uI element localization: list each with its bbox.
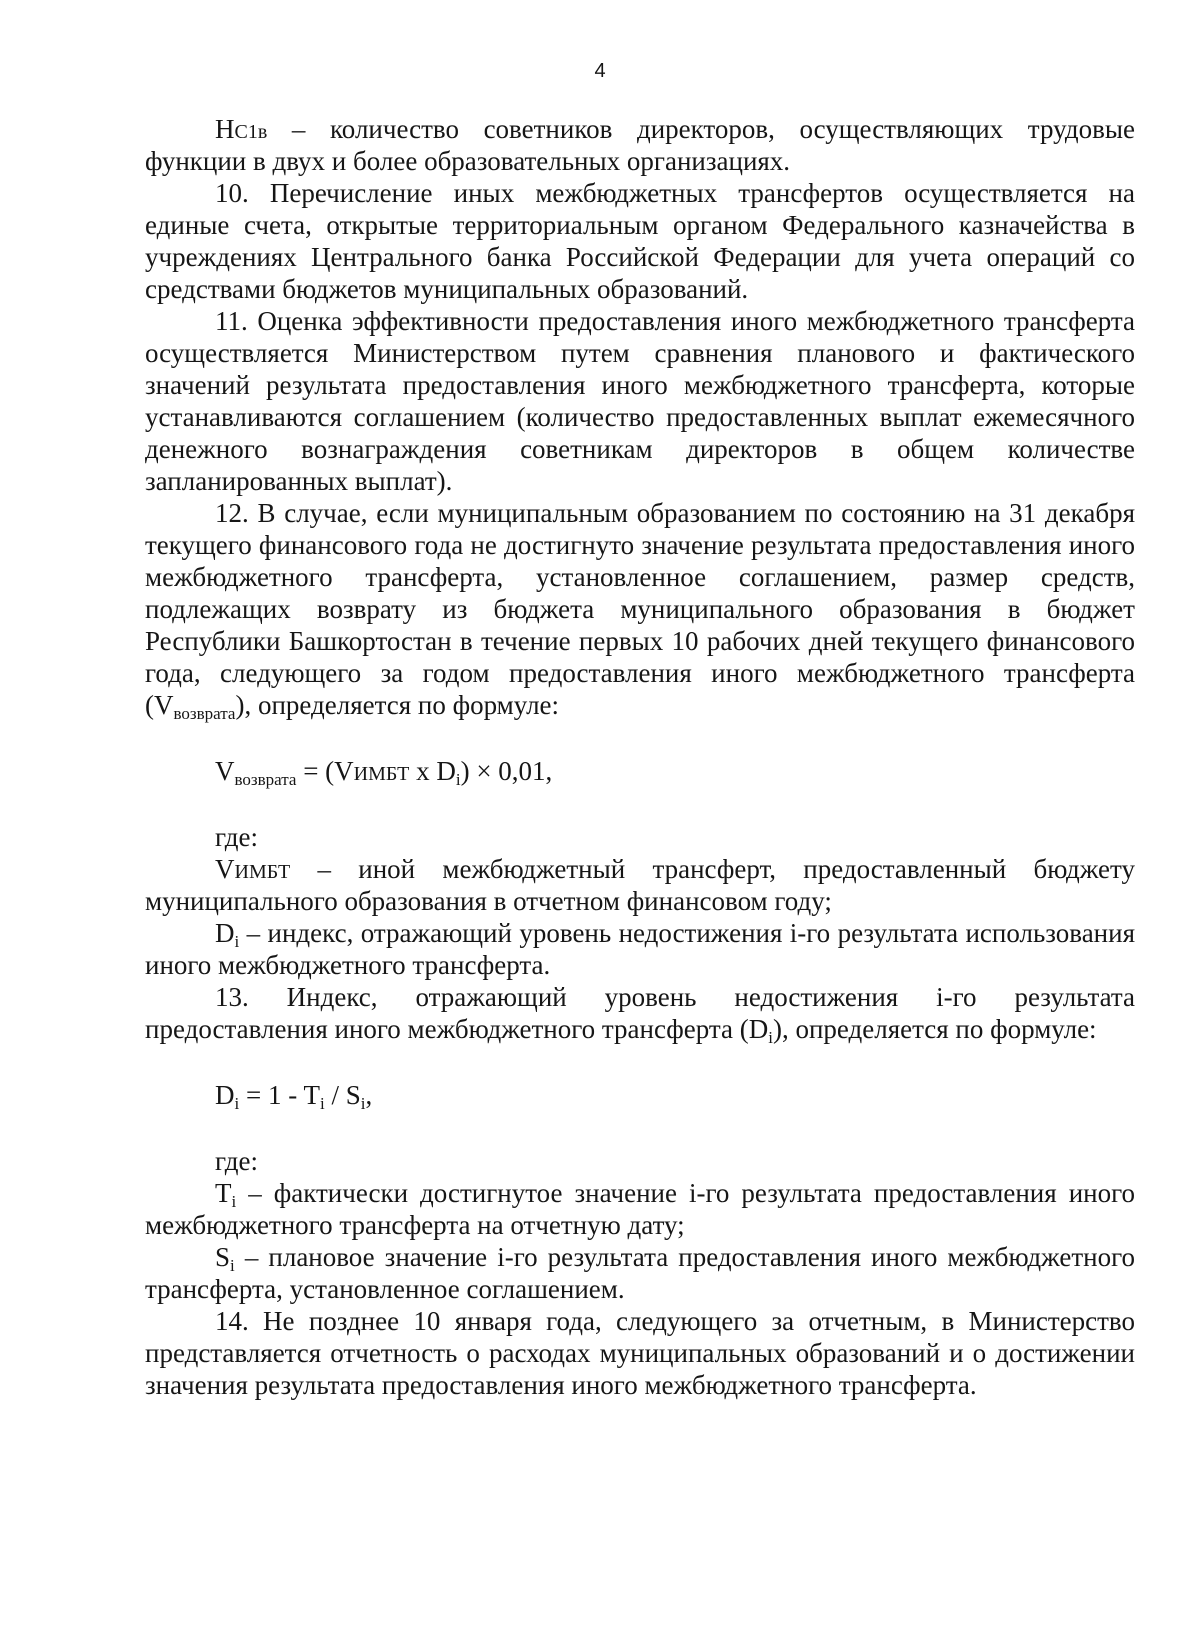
paragraph-13: 13. Индекс, отражающий уровень недостижения i-го результата предоставления иного межбюджетного трансферта $(D_i)$, определяется по формуле:: [145, 982, 1135, 1047]
where-label-2: где:: [215, 1146, 258, 1176]
symbol-nc1v: Н: [215, 114, 235, 144]
page-number: 4: [594, 60, 606, 82]
definition-vimbt: VИМБТ – иной межбюджетный трансферт, предоставленный бюджету муниципального образования в отчетном финансовом году;: [145, 854, 1135, 916]
paragraph-11: 11. Оценка эффективности предоставления иного межбюджетного трансферта осуществляется Министерством путем сравнения планового и фактического значений результата предоставления иного межбюджетного трансферта, которые устанавливаются соглашением (количество предоставленных выплат ежемесячного денежного вознаграждения советникам директоров в общем количестве запланированных выплат).: [145, 306, 1135, 496]
paragraph-12-subscript: возврата: [173, 704, 236, 723]
definition-di: $D_i$ – индекс, отражающий уровень недостижения i-го результата использования иного межбюджетного трансферта.: [145, 918, 1135, 980]
where-label-1: где:: [215, 822, 258, 852]
paragraph-14: 14. Не позднее 10 января года, следующего за отчетным, в Министерство представляется отчетность о расходах муниципальных образований и о достижении значения результата предоставления иного межбюджетного трансферта.: [145, 1306, 1135, 1400]
paragraph-nc1v-definition: [145, 113, 1135, 177]
nc1v-definition-text: – количество советников директоров, осуществляющих трудовые функции в двух и более образовательных организациях.: [145, 114, 1135, 176]
formula-v-return: $V_{возврата}$ = (VИМБТ x $D_i) \times 0,01$,: [215, 756, 553, 789]
document-body: [145, 113, 1135, 1401]
paragraph-12-tail: ), определяется по формуле:: [235, 690, 560, 720]
paragraph-10: 10. Перечисление иных межбюджетных трансфертов осуществляется на единые счета, открытые территориальным органом Федерального казначейства в учреждениях Центрального банка Российской Федерации для учета операций со средствами бюджетов муниципальных образований.: [145, 178, 1135, 304]
symbol-nc1v-subscript: С1в: [234, 121, 268, 143]
paragraph-12-text: 12. В случае, если муниципальным образованием по состоянию на 31 декабря текущего финансового года не достигнуто значение результата предоставления иного межбюджетного трансферта, установленное соглашением, размер средств, подлежащих возврату из бюджета муниципального образования в бюджет Республики Башкортостан в течение первых 10 рабочих дней текущего финансового года, следующего за годом предоставления иного межбюджетного трансферта (V: [145, 498, 1135, 720]
definition-ti: $T_i$ – фактически достигнутое значение i-го результата предоставления иного межбюджетного трансферта на отчетную дату;: [145, 1178, 1135, 1240]
definition-si: $S_i$ – плановое значение i-го результата предоставления иного межбюджетного трансферта, установленное соглашением.: [145, 1242, 1135, 1304]
paragraph-12: [145, 497, 1135, 721]
formula-di: $D_i = 1 - T_i / S_i$,: [215, 1080, 373, 1113]
